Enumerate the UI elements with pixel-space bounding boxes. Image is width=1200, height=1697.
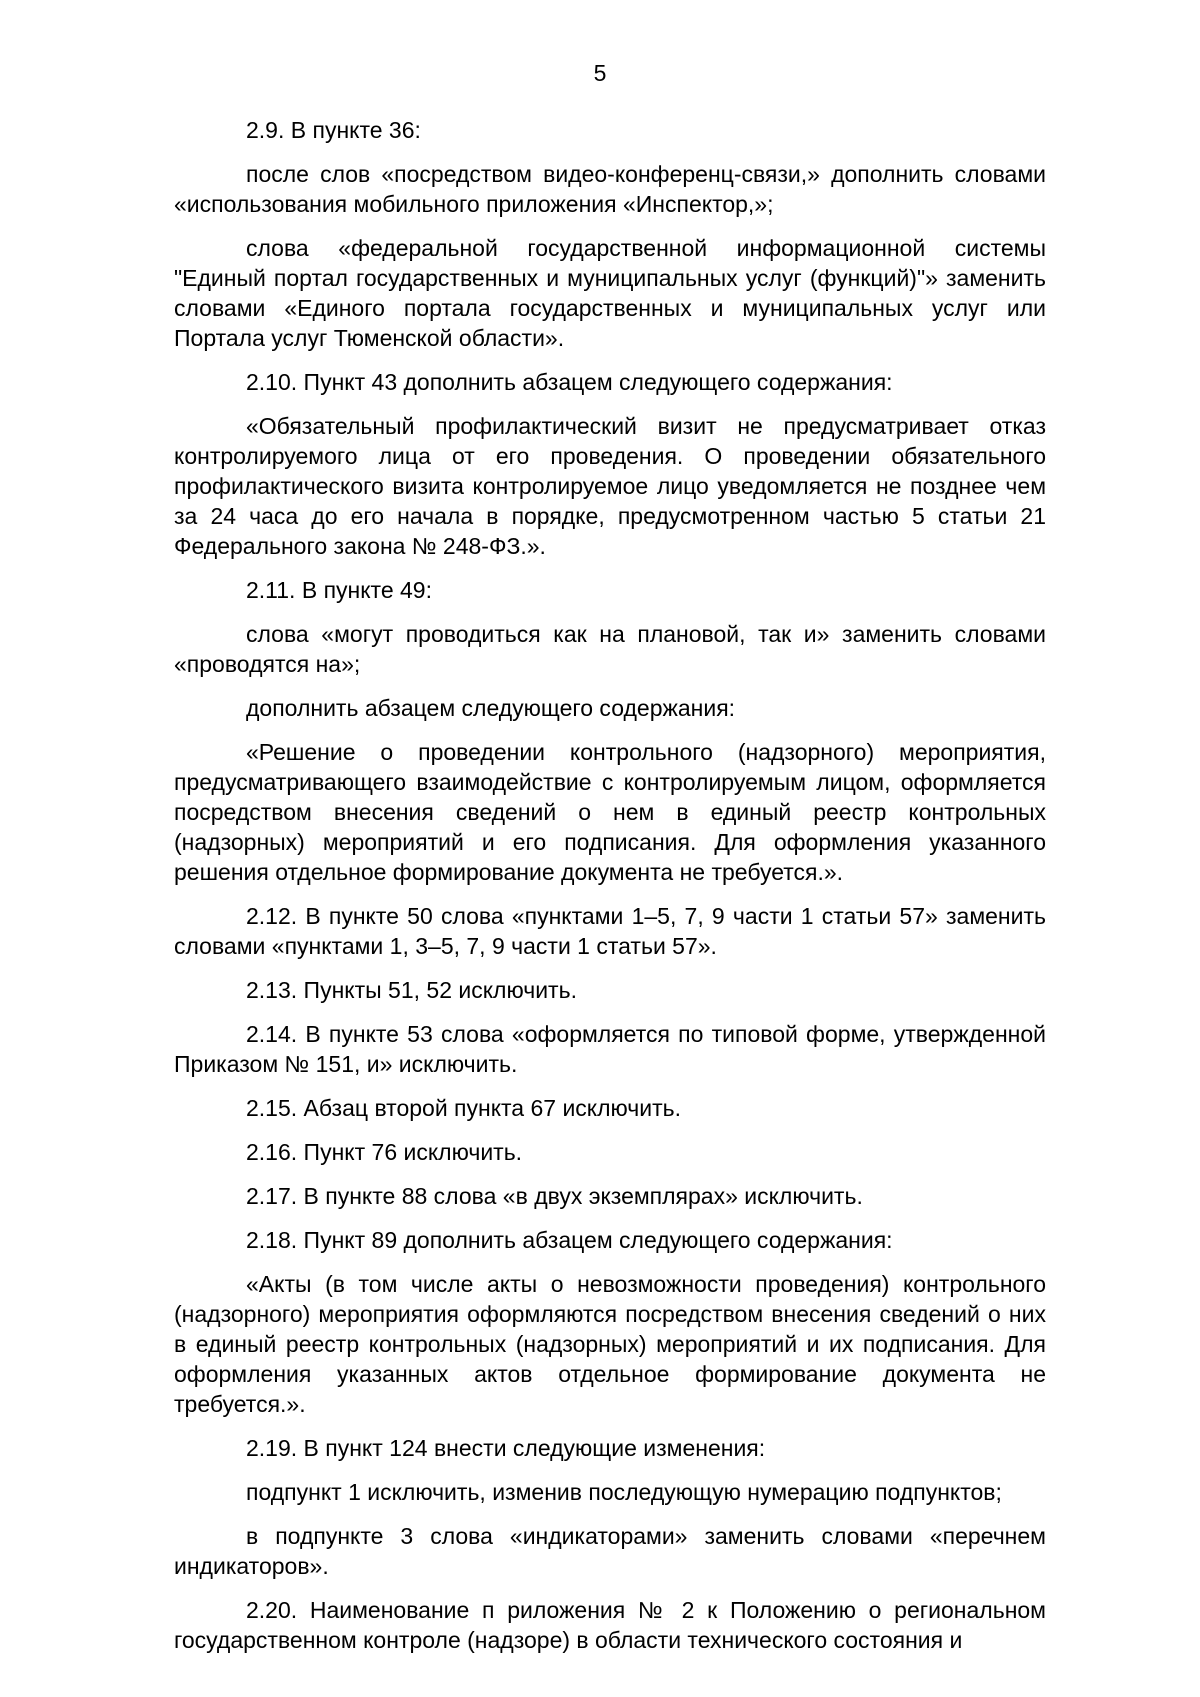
paragraph-2-19: 2.19. В пункт 124 внести следующие изменения: [246,1435,766,1461]
paragraph-2-16: 2.16. Пункт 76 исключить. [246,1139,523,1165]
paragraph-2-9-a: после слов «посредством видео-конференц-связи,» дополнить словами «использования мобильного приложения «Инспектор,»; [174,161,1046,217]
paragraph-2-18: 2.18. Пункт 89 дополнить абзацем следующего содержания: [246,1227,893,1253]
paragraph-2-11-b: дополнить абзацем следующего содержания: [246,695,736,721]
paragraph-2-15: 2.15. Абзац второй пункта 67 исключить. [246,1095,682,1121]
document-body [174,115,1046,1669]
paragraph-2-11-quote: «Решение о проведении контрольного (надзорного) мероприятия, предусматривающего взаимодействие с контролируемым лицом, оформляется посредством внесения сведений о нем в единый реестр контрольных (надзорных) мероприятий и его подписания. Для оформления указанного решения отдельное формирование документа не требуется.». [174,739,1046,885]
paragraph-2-14: 2.14. В пункте 53 слова «оформляется по типовой форме, утвержденной Приказом № 151, и» исключить. [174,1021,1046,1077]
paragraph-2-17: 2.17. В пункте 88 слова «в двух экземплярах» исключить. [246,1183,863,1209]
paragraph-2-13: 2.13. Пункты 51, 52 исключить. [246,977,577,1003]
paragraph-2-10-quote: «Обязательный профилактический визит не предусматривает отказ контролируемого лица от его проведения. О проведении обязательного профилактического визита контролируемое лицо уведомляется не позднее чем за 24 часа до его начала в порядке, предусмотренном частью 5 статьи 21 Федерального закона № 248-ФЗ.». [174,413,1046,559]
page-number: 5 [593,60,607,86]
paragraph-2-9: 2.9. В пункте 36: [246,117,421,143]
paragraph-2-19-b: в подпункте 3 слова «индикаторами» заменить словами «перечнем индикаторов». [174,1523,1046,1579]
paragraph-2-19-a: подпункт 1 исключить, изменив последующую нумерацию подпунктов; [246,1479,1002,1505]
paragraph-2-18-quote: «Акты (в том числе акты о невозможности проведения) контрольного (надзорного) мероприятия оформляются посредством внесения сведений о них в единый реестр контрольных (надзорных) мероприятий и их подписания. Для оформления указанных актов отдельное формирование документа не требуется.». [174,1271,1046,1417]
paragraph-2-9-b: слова «федеральной государственной информационной системы "Единый портал государственных и муниципальных услуг (функций)"» заменить словами «Единого портала государственных и муниципальных услуг или Портала услуг Тюменской области». [174,235,1046,351]
paragraph-2-11: 2.11. В пункте 49: [246,577,432,603]
paragraph-2-11-a: слова «могут проводиться как на плановой, так и» заменить словами «проводятся на»; [174,621,1046,677]
paragraph-2-10: 2.10. Пункт 43 дополнить абзацем следующего содержания: [246,369,893,395]
paragraph-2-20: 2.20. Наименование п риложения № 2 к Положению о региональном государственном контроле (надзоре) в области технического состояния и [174,1597,1046,1653]
paragraph-2-12: 2.12. В пункте 50 слова «пунктами 1–5, 7, 9 части 1 статьи 57» заменить словами «пунктами 1, 3–5, 7, 9 части 1 статьи 57». [174,903,1046,959]
